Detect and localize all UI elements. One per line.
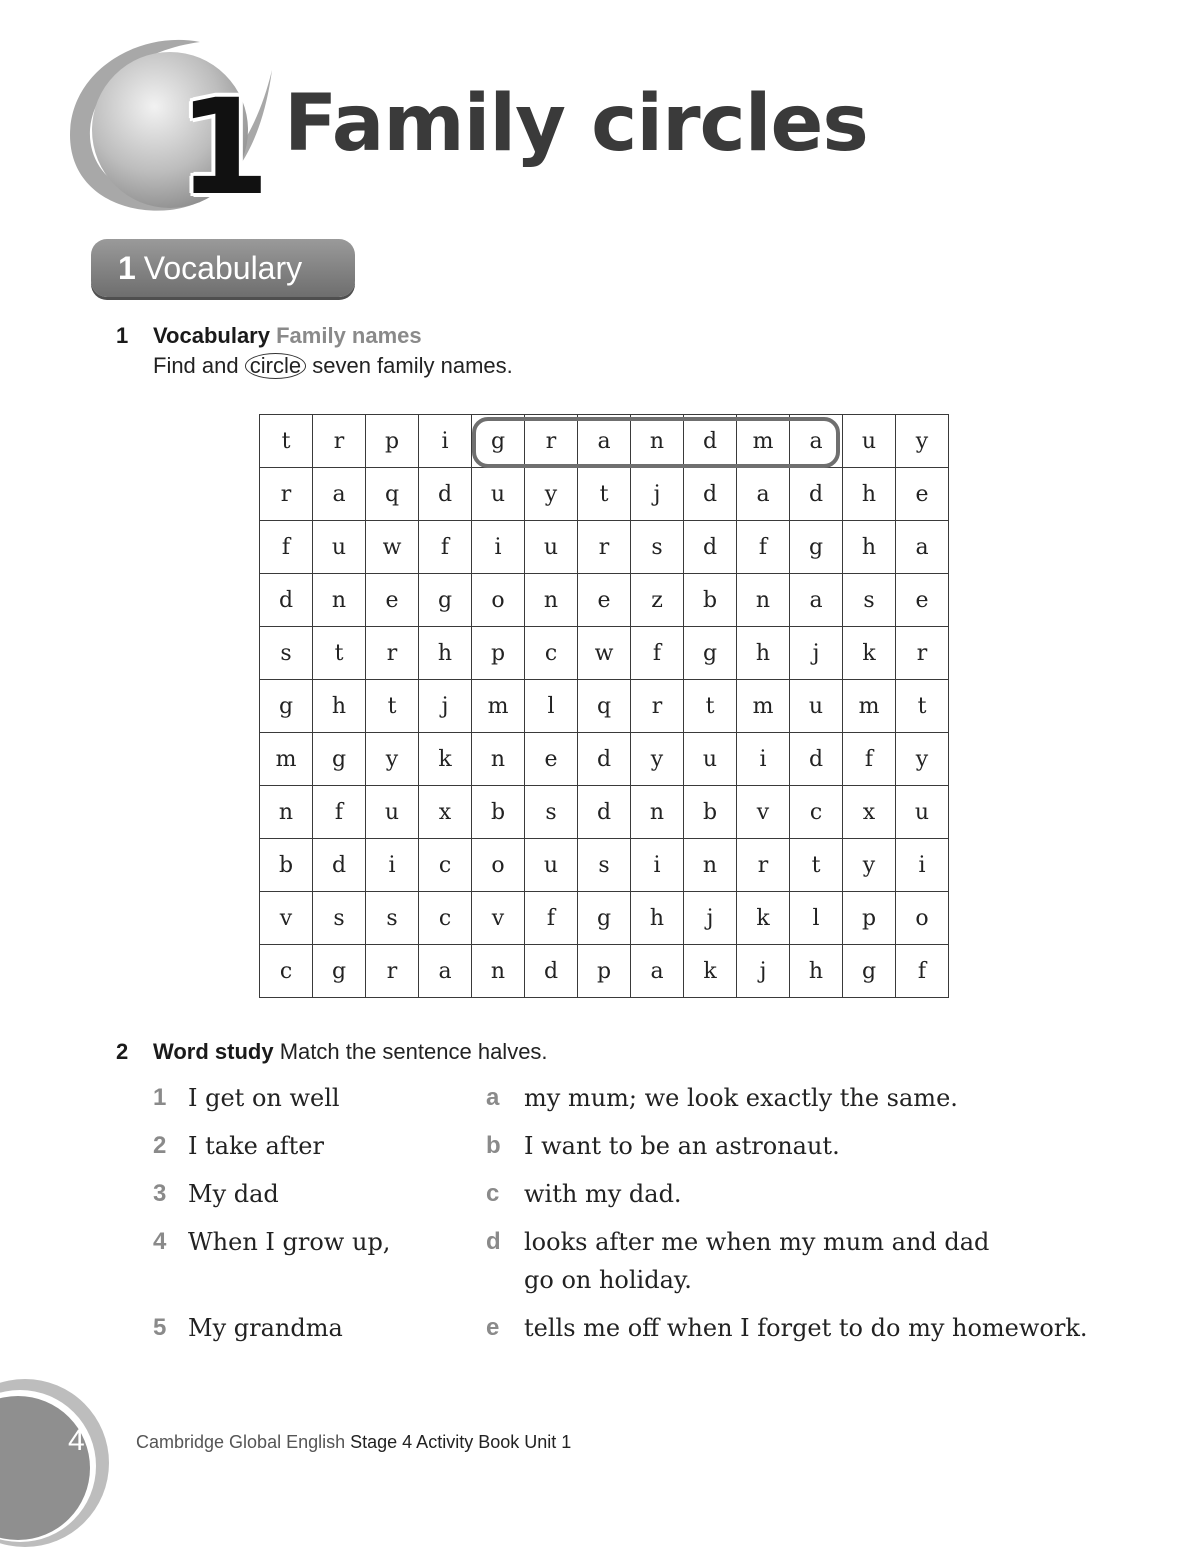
word-search-cell[interactable]: t	[896, 680, 949, 733]
section-name: Vocabulary	[143, 250, 303, 286]
word-search-cell[interactable]: h	[843, 468, 896, 521]
word-search-cell[interactable]: h	[631, 892, 684, 945]
word-search-cell[interactable]: u	[313, 521, 366, 574]
word-search-cell[interactable]: k	[737, 892, 790, 945]
word-search-cell[interactable]: n	[631, 415, 684, 468]
word-search-cell[interactable]: y	[366, 733, 419, 786]
word-search-cell[interactable]: r	[525, 415, 578, 468]
exercise-2-number: 2	[116, 1039, 129, 1064]
word-search-cell[interactable]: p	[843, 892, 896, 945]
footer-book-info	[136, 1432, 571, 1453]
word-search-cell[interactable]: r	[896, 627, 949, 680]
match-left-number: 4	[153, 1228, 167, 1255]
word-search-cell[interactable]: y	[525, 468, 578, 521]
match-right-text: with my dad.	[524, 1180, 682, 1208]
word-search-cell[interactable]: g	[472, 415, 525, 468]
exercise-2-instruction: Match the sentence halves.	[279, 1039, 548, 1064]
word-search-row	[260, 945, 949, 998]
word-search-cell[interactable]: c	[525, 627, 578, 680]
word-search-cell[interactable]: y	[896, 415, 949, 468]
match-left-text: My dad	[188, 1180, 279, 1208]
word-search-cell[interactable]: v	[737, 786, 790, 839]
word-search-cell[interactable]: r	[260, 468, 313, 521]
word-search-cell[interactable]: k	[843, 627, 896, 680]
word-search-row	[260, 574, 949, 627]
word-search-cell[interactable]: u	[525, 839, 578, 892]
word-search-cell[interactable]: l	[790, 892, 843, 945]
word-search-row	[260, 468, 949, 521]
word-search-cell[interactable]: h	[419, 627, 472, 680]
match-left-number: 2	[153, 1132, 167, 1159]
word-search-cell[interactable]: j	[419, 680, 472, 733]
word-search-cell[interactable]: a	[737, 468, 790, 521]
word-search-cell[interactable]: n	[472, 733, 525, 786]
word-search-cell[interactable]: m	[843, 680, 896, 733]
word-search-cell[interactable]: y	[631, 733, 684, 786]
word-search-cell[interactable]: d	[790, 468, 843, 521]
word-search-cell[interactable]: n	[631, 786, 684, 839]
word-search-cell[interactable]: e	[366, 574, 419, 627]
word-search-cell[interactable]: s	[260, 627, 313, 680]
match-left-number: 5	[153, 1314, 167, 1341]
match-right-letter: b	[486, 1132, 501, 1159]
word-search-cell[interactable]: r	[366, 627, 419, 680]
word-search-cell[interactable]: f	[419, 521, 472, 574]
word-search-cell[interactable]: t	[790, 839, 843, 892]
word-search-cell[interactable]: m	[472, 680, 525, 733]
exercise-1-topic: Family names	[276, 323, 422, 348]
word-search-cell[interactable]: k	[419, 733, 472, 786]
word-search-cell[interactable]: f	[631, 627, 684, 680]
word-search-cell[interactable]: e	[896, 468, 949, 521]
word-search-cell[interactable]: i	[366, 839, 419, 892]
word-search-cell[interactable]: c	[419, 892, 472, 945]
match-right-letter: c	[486, 1180, 500, 1207]
word-search-cell[interactable]: o	[472, 574, 525, 627]
page-title: Family circles	[284, 79, 868, 169]
word-search-cell[interactable]: v	[260, 892, 313, 945]
circled-word: circle	[245, 353, 306, 379]
word-search-cell[interactable]: i	[737, 733, 790, 786]
word-search-row	[260, 627, 949, 680]
word-search-cell[interactable]: h	[843, 521, 896, 574]
word-search-cell[interactable]: h	[737, 627, 790, 680]
word-search-cell[interactable]: u	[472, 468, 525, 521]
word-search-cell[interactable]: o	[896, 892, 949, 945]
word-search-cell[interactable]: t	[260, 415, 313, 468]
word-search-cell[interactable]: d	[578, 786, 631, 839]
match-left-text: When I grow up,	[188, 1228, 391, 1256]
word-search-cell[interactable]: a	[631, 945, 684, 998]
match-right-text: I want to be an astronaut.	[524, 1132, 840, 1160]
word-search-cell[interactable]: s	[525, 786, 578, 839]
word-search-cell[interactable]: g	[578, 892, 631, 945]
word-search-cell[interactable]: d	[684, 415, 737, 468]
word-search-cell[interactable]: r	[313, 415, 366, 468]
match-left-text: I take after	[188, 1132, 324, 1160]
word-search-cell[interactable]: j	[790, 627, 843, 680]
word-search-cell[interactable]: t	[366, 680, 419, 733]
footer-book: Stage 4 Activity Book Unit 1	[350, 1432, 572, 1452]
word-search-cell[interactable]: u	[843, 415, 896, 468]
word-search-cell[interactable]: h	[313, 680, 366, 733]
word-search-cell[interactable]: g	[260, 680, 313, 733]
word-search-cell[interactable]: g	[313, 733, 366, 786]
word-search-cell[interactable]: w	[366, 521, 419, 574]
exercise-1-number: 1	[116, 323, 129, 348]
word-search-cell[interactable]: t	[313, 627, 366, 680]
word-search-cell[interactable]: w	[578, 627, 631, 680]
word-search-cell[interactable]: g	[419, 574, 472, 627]
exercise-1-title: Vocabulary	[153, 323, 270, 348]
word-search-cell[interactable]: d	[525, 945, 578, 998]
word-search-cell[interactable]: o	[472, 839, 525, 892]
word-search-cell[interactable]: n	[737, 574, 790, 627]
word-search-cell[interactable]: u	[684, 733, 737, 786]
word-search-cell[interactable]: t	[578, 468, 631, 521]
word-search-cell[interactable]: u	[366, 786, 419, 839]
exercise-2-heading	[153, 1039, 548, 1065]
word-search-grid	[259, 414, 949, 998]
word-search-cell[interactable]: b	[260, 839, 313, 892]
word-search-cell[interactable]: e	[578, 574, 631, 627]
word-search-row	[260, 786, 949, 839]
word-search-cell[interactable]: d	[684, 468, 737, 521]
word-search-cell[interactable]: a	[896, 521, 949, 574]
word-search-cell[interactable]: v	[472, 892, 525, 945]
match-right-text: my mum; we look exactly the same.	[524, 1084, 958, 1112]
word-search-row	[260, 733, 949, 786]
word-search-cell[interactable]: g	[313, 945, 366, 998]
word-search-cell[interactable]: x	[419, 786, 472, 839]
word-search-cell[interactable]: f	[260, 521, 313, 574]
exercise-1-heading	[153, 323, 422, 349]
word-search-cell[interactable]: p	[472, 627, 525, 680]
word-search-row	[260, 680, 949, 733]
word-search-cell[interactable]: m	[737, 415, 790, 468]
word-search-cell[interactable]: d	[578, 733, 631, 786]
word-search-row	[260, 839, 949, 892]
match-left-text: I get on well	[188, 1084, 340, 1112]
unit-number: 1	[178, 71, 270, 225]
word-search-cell[interactable]: s	[313, 892, 366, 945]
footer-publisher: Cambridge Global English	[136, 1432, 346, 1452]
word-search-cell[interactable]: u	[790, 680, 843, 733]
word-search-cell[interactable]: n	[525, 574, 578, 627]
word-search-cell[interactable]: a	[790, 574, 843, 627]
word-search-cell[interactable]: d	[684, 521, 737, 574]
word-search-cell[interactable]: c	[790, 786, 843, 839]
word-search-cell[interactable]: e	[896, 574, 949, 627]
word-search-cell[interactable]: d	[790, 733, 843, 786]
word-search-cell[interactable]: y	[843, 839, 896, 892]
match-left-text: My grandma	[188, 1314, 343, 1342]
match-right-text: tells me off when I forget to do my homework.	[524, 1314, 1088, 1342]
word-search-cell[interactable]: g	[843, 945, 896, 998]
word-search-cell[interactable]: f	[313, 786, 366, 839]
word-search-cell[interactable]: i	[472, 521, 525, 574]
word-search-cell[interactable]: n	[684, 839, 737, 892]
word-search-cell[interactable]: e	[525, 733, 578, 786]
match-right-letter: d	[486, 1228, 501, 1255]
word-search-cell[interactable]: n	[313, 574, 366, 627]
word-search-cell[interactable]: s	[578, 839, 631, 892]
word-search-cell[interactable]: n	[472, 945, 525, 998]
word-search-cell[interactable]: r	[737, 839, 790, 892]
match-left-number: 3	[153, 1180, 167, 1207]
word-search-cell[interactable]: z	[631, 574, 684, 627]
word-search-cell[interactable]: g	[790, 521, 843, 574]
unit-badge	[60, 30, 280, 225]
word-search-cell[interactable]: u	[896, 786, 949, 839]
word-search-cell[interactable]: q	[366, 468, 419, 521]
word-search-cell[interactable]: b	[684, 574, 737, 627]
word-search-cell[interactable]: p	[366, 415, 419, 468]
word-search-cell[interactable]: k	[684, 945, 737, 998]
word-search-cell[interactable]: t	[684, 680, 737, 733]
word-search-cell[interactable]: c	[419, 839, 472, 892]
word-search-cell[interactable]: a	[790, 415, 843, 468]
match-right-text-continued: go on holiday.	[524, 1266, 692, 1294]
instruction-text: Find and	[153, 353, 239, 378]
word-search-cell[interactable]: d	[260, 574, 313, 627]
match-left-number: 1	[153, 1084, 167, 1111]
word-search-cell[interactable]: x	[843, 786, 896, 839]
section-number: 1	[118, 250, 136, 286]
section-heading	[91, 239, 355, 297]
word-search-cell[interactable]: r	[631, 680, 684, 733]
word-search-cell[interactable]: j	[684, 892, 737, 945]
word-search-cell[interactable]: f	[737, 521, 790, 574]
page-number-circle-icon	[0, 1378, 110, 1548]
match-right-letter: a	[486, 1084, 500, 1111]
match-right-letter: e	[486, 1314, 500, 1341]
word-search-cell[interactable]: d	[419, 468, 472, 521]
word-search-cell[interactable]: u	[525, 521, 578, 574]
word-search-cell[interactable]: i	[631, 839, 684, 892]
instruction-text: seven family names.	[312, 353, 513, 378]
word-search-cell[interactable]: f	[843, 733, 896, 786]
match-right-text: looks after me when my mum and dad	[524, 1228, 990, 1256]
word-search-cell[interactable]: f	[896, 945, 949, 998]
word-search-cell[interactable]: b	[684, 786, 737, 839]
word-search-cell[interactable]: q	[578, 680, 631, 733]
word-search-cell[interactable]: j	[737, 945, 790, 998]
word-search-cell[interactable]: i	[896, 839, 949, 892]
word-search-cell[interactable]: l	[525, 680, 578, 733]
page-number: 4	[68, 1424, 85, 1457]
word-search-row	[260, 892, 949, 945]
word-search-row	[260, 415, 949, 468]
word-search-cell[interactable]: a	[313, 468, 366, 521]
word-search-cell[interactable]: y	[896, 733, 949, 786]
word-search-cell[interactable]: r	[366, 945, 419, 998]
word-search-cell[interactable]: s	[631, 521, 684, 574]
word-search-cell[interactable]: p	[578, 945, 631, 998]
word-search-cell[interactable]: g	[684, 627, 737, 680]
word-search-cell[interactable]: h	[790, 945, 843, 998]
word-search-cell[interactable]: d	[313, 839, 366, 892]
word-search-cell[interactable]: m	[260, 733, 313, 786]
word-search-cell[interactable]: r	[578, 521, 631, 574]
word-search-row	[260, 521, 949, 574]
word-search-cell[interactable]: j	[631, 468, 684, 521]
word-search-cell[interactable]: b	[472, 786, 525, 839]
exercise-1-instruction	[153, 353, 513, 379]
exercise-2-title: Word study	[153, 1039, 274, 1064]
word-search-cell[interactable]: f	[525, 892, 578, 945]
word-search-cell[interactable]: s	[366, 892, 419, 945]
word-search-cell[interactable]: c	[260, 945, 313, 998]
word-search-cell[interactable]: i	[419, 415, 472, 468]
word-search-cell[interactable]: n	[260, 786, 313, 839]
word-search-cell[interactable]: m	[737, 680, 790, 733]
word-search-cell[interactable]: a	[578, 415, 631, 468]
word-search-cell[interactable]: s	[843, 574, 896, 627]
word-search-cell[interactable]: a	[419, 945, 472, 998]
